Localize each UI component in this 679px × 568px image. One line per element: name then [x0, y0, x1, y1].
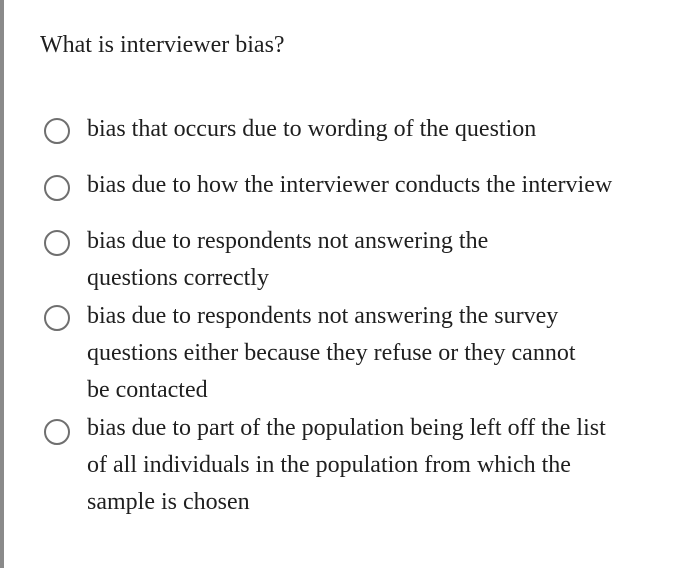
answer-option-line: bias that occurs due to wording of the question: [87, 116, 537, 142]
radio-button-icon[interactable]: [44, 419, 70, 445]
answer-option-label: [87, 410, 606, 521]
answer-option-line: questions either because they refuse or they cannot: [87, 340, 576, 366]
answer-option-5[interactable]: [44, 410, 679, 521]
left-border: [0, 0, 4, 568]
radio-button-icon[interactable]: [44, 118, 70, 144]
radio-button-icon[interactable]: [44, 305, 70, 331]
answer-option-line: bias due to respondents not answering the: [87, 228, 489, 254]
answer-option-line: be contacted: [87, 377, 208, 403]
radio-button-icon[interactable]: [44, 230, 70, 256]
radio-button-icon[interactable]: [44, 175, 70, 201]
answer-option-1[interactable]: [44, 111, 679, 148]
answer-option-line: sample is chosen: [87, 489, 250, 515]
answer-option-label: [87, 111, 536, 148]
answer-option-line: bias due to part of the population being left off the list: [87, 415, 606, 441]
answer-option-3[interactable]: [44, 223, 679, 297]
answer-option-2[interactable]: [44, 167, 679, 204]
answer-option-line: bias due to how the interviewer conducts the interview: [87, 172, 613, 198]
answer-option-label: [87, 298, 575, 409]
answer-option-line: of all individuals in the population from which the: [87, 452, 571, 478]
answer-option-label: [87, 223, 488, 297]
answer-option-4[interactable]: [44, 298, 679, 409]
answer-option-label: [87, 167, 612, 204]
answer-option-line: questions correctly: [87, 265, 269, 291]
question-text: What is interviewer bias?: [40, 32, 285, 58]
answer-option-line: bias due to respondents not answering the survey: [87, 303, 559, 329]
